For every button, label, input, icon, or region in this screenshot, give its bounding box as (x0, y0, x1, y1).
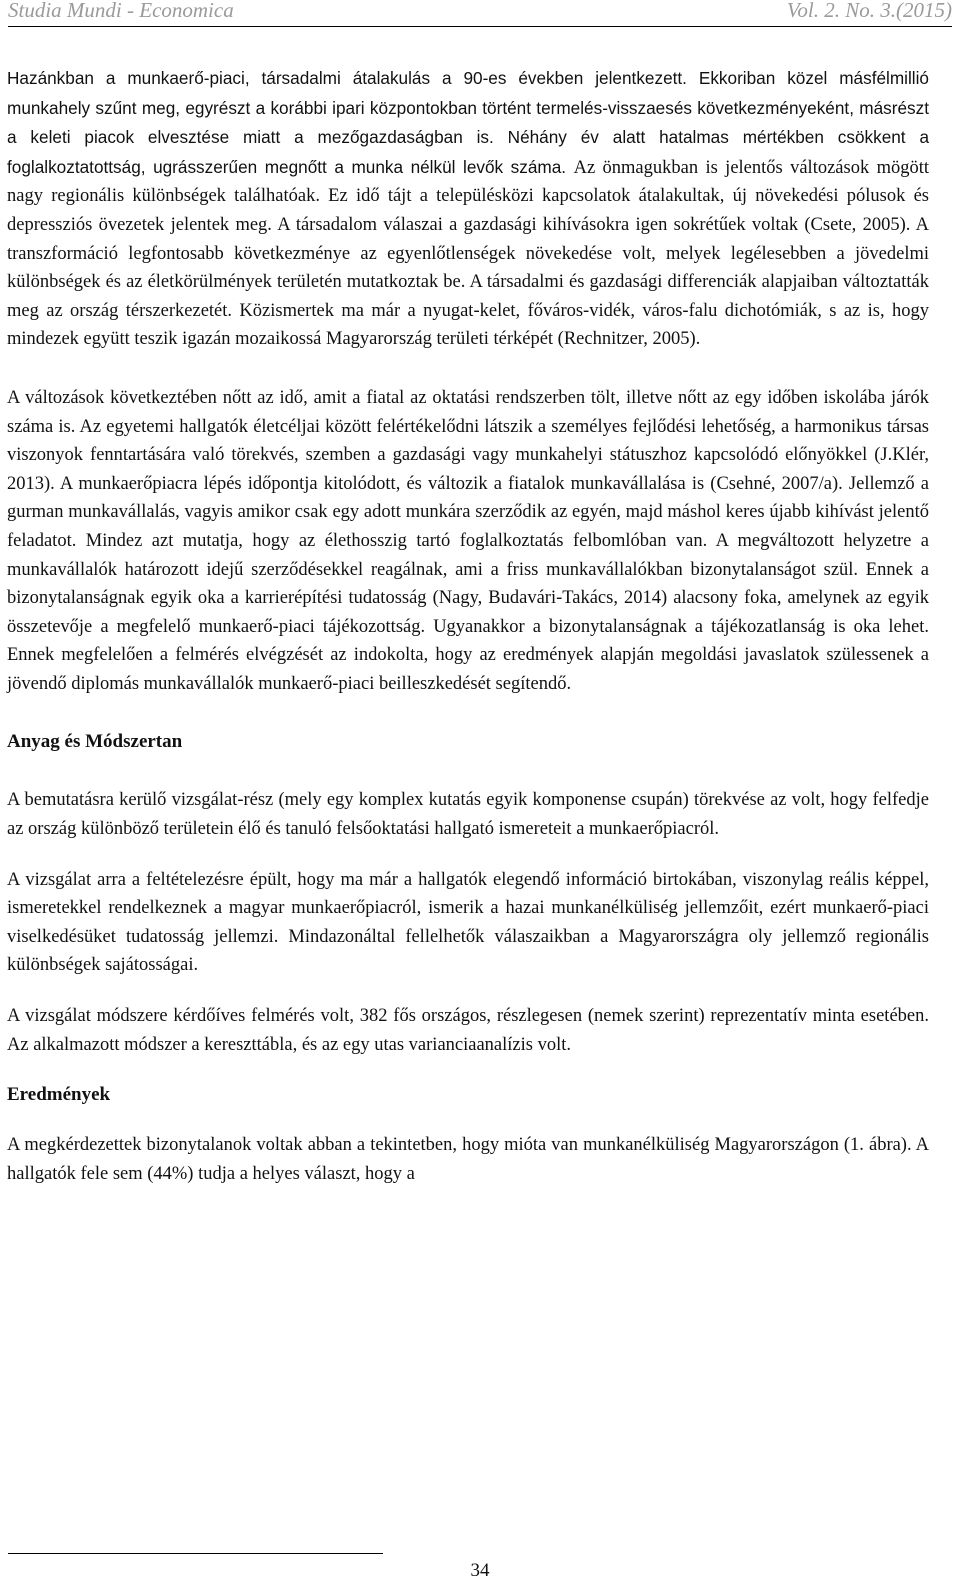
paragraph-methods-aim (7, 786, 929, 843)
paragraph-intro (7, 64, 929, 354)
paragraph-results-text: A megkérdezettek bizonytalanok voltak abban a tekintetben, hogy mióta van munkanélküliség Magyarországon (1. ábra). A hallgatók fele sem (44%) tudja a helyes választ, hogy a (7, 1135, 929, 1184)
page-body (7, 64, 929, 1188)
footer-rule (8, 1553, 383, 1554)
journal-title: Studia Mundi - Economica (8, 0, 234, 22)
paragraph-methods-aim-text: A bemutatásra kerülő vizsgálat-rész (mely egy komplex kutatás egyik komponense csupán) törekvése az volt, hogy felfedje az ország különböző területein élő és tanuló felsőoktatási hallgató ismereteit a munkaerőpiacról. (7, 790, 929, 840)
paragraph-intro-part-2: Az önmagukban is jelentős változások mögött nagy regionális különbségek találhatóak. Ez idő tájt a településközi kapcsolatok átalakultak, új növekedési pólusok és depressziós övezetek jelentek meg. A társadalom válaszai a gazdasági kihívásokra igen sokrétűek voltak (Csete, 2005). A transzformáció legfontosabb következménye az egyenlőtlenségek növekedése volt, melyek legélesebben a jövedelmi különbségek és az életkörülmények területén mutatkoztak be. A társadalmi és gazdasági differenciák alapjaiban változtatták meg az ország térszerkezetét. Közismertek ma már a nyugat-kelet, főváros-vidék, város-falu dichotómiák, s az is, hogy mindezek együtt teszik igazán mozaikossá Magyarország területi térképét (Rechnitzer, 2005). (7, 157, 930, 350)
running-header (8, 0, 952, 27)
paragraph-hypothesis (7, 866, 929, 980)
paragraph-changes (7, 384, 929, 699)
paragraph-method-sample-text: A vizsgálat módszere kérdőíves felmérés volt, 382 fős országos, részlegesen (nemek szerint) reprezentatív minta esetében. Az alkalmazott módszer a kereszttábla, és az egy utas varianciaanalízis volt. (7, 1006, 929, 1055)
paragraph-method-sample (7, 1002, 929, 1059)
heading-methods: Anyag és Módszertan (7, 731, 183, 753)
paragraph-changes-text: A változások következtében nőtt az idő, amit a fiatal az oktatási rendszerben tölt, illetve nőtt az egy időben iskolába járók száma is. Az egyetemi hallgatók életcéljai között felértékelődni látszik a személyes fejlődési lehetőség, a harmonikus társas viszonyok fenntartására való törekvés, szemben a gazdasági vagy munkahelyi státuszhoz kapcsolódó előnyökkel (J.Klér, 2013). A munkaerőpiacra lépés időpontja kitolódott, és változik a fiatalok munkavállalása is (Csehné, 2007/a). Jellemző a gurman munkavállalás, vagyis amikor csak egy adott munkára szerződik az egyén, majd máshol keres újabb kihívást jelentő feladatot. Mindez azt mutatja, hogy az élethosszig tartó foglalkoztatás felbomlóban van. A megváltozott helyzetre a munkavállalók határozott idejű szerződésekkel reagálnak, ami a friss munkavállalókban bizonytalanságot szül. Ennek a bizonytalanságnak egyik oka a karrierépítési tudatosság (Nagy, Budavári-Takács, 2014) alacsony foka, amelynek az egyik összetevője a megfelelő munkaerő-piaci tájékozottság. Ugyanakkor a bizonytalanságnak a tájékozatlanság is oka lehet. Ennek megfelelően a felmérés elvégzését az indokolta, hogy az eredmények alapján megoldási javaslatok szülessenek a jövendő diplomás munkavállalók munkaerő-piaci beilleszkedését segítendő. (7, 387, 929, 694)
paragraph-results (7, 1131, 929, 1188)
journal-volume: Vol. 2. No. 3.(2015) (786, 0, 952, 22)
paragraph-intro-part-1: Hazánkban a munkaerő-piaci, társadalmi átalakulás a 90-es években jelentkezett. Ekkoriban közel másfélmillió munkahely szűnt meg, egyrészt a korábbi ipari központokban történt termelés-visszaesés következményeként, másrészt a keleti piacok elvesztése miatt a mezőgazdaságban is. Néhány év alatt hatalmas mértékben csökkent a foglalkoztatottság, ugrásszerűen megnőtt a munka nélkül levők száma. (7, 68, 929, 177)
heading-results: Eredmények (7, 1084, 111, 1106)
paragraph-hypothesis-text: A vizsgálat arra a feltételezésre épült, hogy ma már a hallgatók elegendő információ birtokában, viszonylag reális képpel, ismeretekkel rendelkeznek a magyar munkaerőpiacról, ismerik a hazai munkanélküliség jellemzőit, ezért munkaerő-piaci viselkedésüket tudatosság jellemzi. Mindazonáltal fellelhetők válaszaikban a Magyarországra oly jellemző regionális különbségek sajátosságai. (7, 869, 929, 976)
page-number: 34 (470, 1560, 490, 1581)
